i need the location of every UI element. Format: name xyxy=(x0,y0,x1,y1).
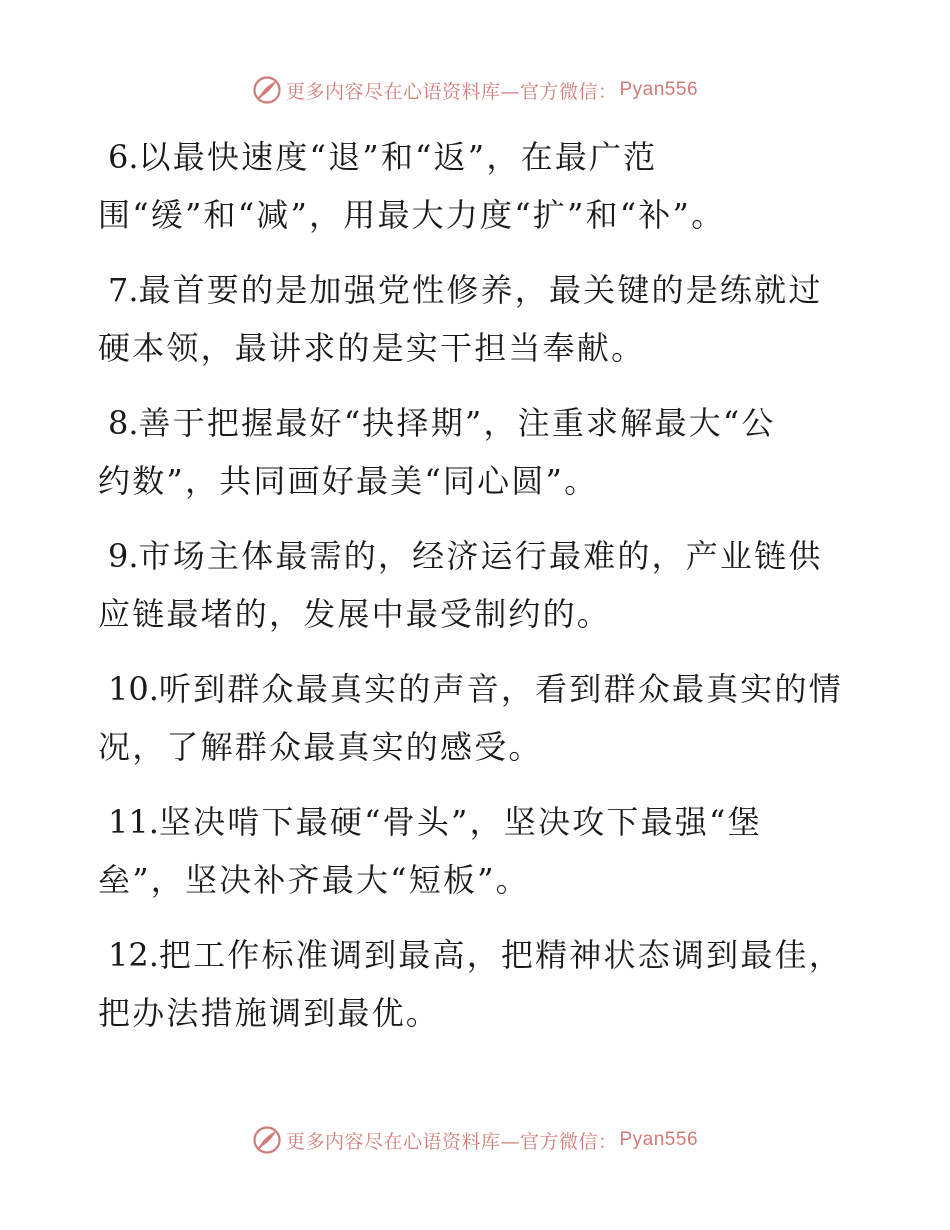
banner-text: 更多内容尽在心语资料库—官方微信： xyxy=(285,1130,618,1153)
list-item xyxy=(98,527,858,643)
item-text-line1: 听到群众最真实的声音，看到群众最真实的情 xyxy=(158,670,843,708)
list-item xyxy=(98,394,858,510)
list-item xyxy=(98,660,858,776)
item-number: 6. xyxy=(108,138,139,176)
item-text-line2: 应链最堵的，发展中最受制约的。 xyxy=(98,595,612,633)
item-text-line1: 把工作标准调到最高，把精神状态调到最佳， xyxy=(158,936,843,974)
list-item xyxy=(98,793,858,909)
list-item xyxy=(98,128,858,244)
item-text-line1: 坚决啃下最硬“骨头”，坚决攻下最强“堡 xyxy=(158,803,762,841)
list-item xyxy=(98,261,858,377)
item-number: 10. xyxy=(108,670,159,708)
banner-wechat-id: Pyan556 xyxy=(619,79,699,100)
item-text-line1: 善于把握最好“抉择期”，注重求解最大“公 xyxy=(138,404,776,442)
item-number: 7. xyxy=(108,271,139,309)
item-text-line2: 况，了解群众最真实的感受。 xyxy=(98,728,543,766)
item-text-line2: 硬本领，最讲求的是实干担当奉献。 xyxy=(98,329,646,367)
quill-logo-icon xyxy=(252,75,282,105)
footer-watermark-banner xyxy=(0,1120,950,1160)
item-text-line2: 围“缓”和“减”，用最大力度“扩”和“补”。 xyxy=(98,196,726,234)
header-watermark-banner xyxy=(0,70,950,110)
item-text-line2: 约数”，共同画好最美“同心圆”。 xyxy=(98,462,599,500)
item-number: 8. xyxy=(108,404,139,442)
list-item xyxy=(98,926,858,1042)
item-text-line1: 以最快速度“退”和“返”，在最广范 xyxy=(138,138,658,176)
item-number: 11. xyxy=(108,803,159,841)
banner-text: 更多内容尽在心语资料库—官方微信： xyxy=(285,80,618,103)
item-list xyxy=(98,128,858,1059)
item-text-line1: 最首要的是加强党性修养，最关键的是练就过 xyxy=(138,271,823,309)
item-number: 12. xyxy=(108,936,159,974)
item-number: 9. xyxy=(108,537,139,575)
banner-wechat-id: Pyan556 xyxy=(619,1129,699,1150)
item-text-line2: 垒”，坚决补齐最大“短板”。 xyxy=(98,861,530,899)
quill-logo-icon xyxy=(252,1125,282,1155)
item-text-line1: 市场主体最需的，经济运行最难的，产业链供 xyxy=(138,537,823,575)
item-text-line2: 把办法措施调到最优。 xyxy=(98,994,441,1032)
